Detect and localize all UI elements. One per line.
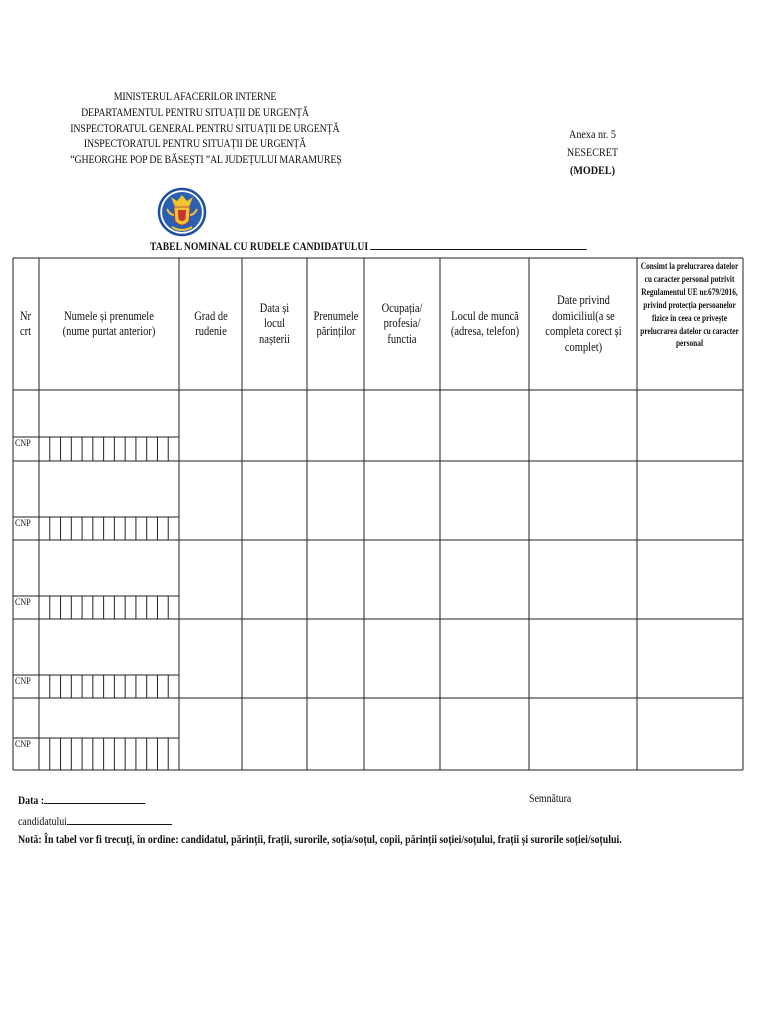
cnp-label-row-3: CNP	[15, 598, 31, 608]
model-label: (MODEL)	[570, 165, 615, 177]
col-header-nr: Nr crt	[19, 308, 32, 338]
cnp-label-row-2: CNP	[15, 519, 31, 529]
date-field	[18, 793, 146, 807]
header-line-4: INSPECTORATUL PENTRU SITUAȚII DE URGENȚĂ	[83, 138, 307, 151]
header-line-1: MINISTERUL AFACERILOR INTERNE	[113, 91, 277, 103]
table-title-text: TABEL NOMINAL CU RUDELE CANDIDATULUI	[150, 241, 369, 253]
col-header-work: Locul de muncă (adresa, telefon)	[450, 308, 520, 338]
header-line-3: INSPECTORATUL GENERAL PENTRU SITUAȚII DE URGENȚĂ	[70, 122, 340, 135]
signature-line[interactable]	[67, 814, 172, 825]
cnp-label-row-4: CNP	[15, 677, 31, 687]
col-header-degree: Grad de rudenie	[193, 308, 228, 338]
col-header-parents: Prenumele părinților	[313, 308, 359, 338]
cnp-label-row-5: CNP	[15, 740, 31, 750]
col-header-domicile: Date privind domiciliul(a se completa corect și complet)	[545, 293, 622, 354]
col-header-birth: Data și locul nașterii	[259, 300, 290, 346]
col-header-name: Numele și prenumele (nume purtat anterior)	[62, 308, 156, 338]
signature-label: Semnătura	[529, 793, 572, 805]
classification: NESECRET	[566, 147, 619, 159]
col-header-occupation: Ocupația/ profesia/ functia	[381, 300, 423, 346]
col-header-consent: Consimt la prelucrarea datelor cu caracter personal potrivit Regulamentul UE nr.679/2016, privind protecția persoanelor fizice în ceea ce privește prelucrarea datelor cu caracter personal	[640, 261, 739, 349]
header-line-2: DEPARTAMENTUL PENTRU SITUAȚII DE URGENȚĂ	[81, 106, 309, 119]
header-line-5: “GHEORGHE POP DE BĂSEȘTI ”AL JUDEȚULUI MARAMUREȘ	[70, 154, 342, 167]
candidate-signature-field	[18, 814, 172, 828]
cnp-label-row-1: CNP	[15, 439, 31, 449]
date-line[interactable]	[44, 793, 145, 804]
date-label: Data :	[18, 795, 45, 807]
annex-number: Anexa nr. 5	[569, 129, 616, 141]
footnote: Notă: În tabel vor fi trecuți, în ordine: candidatul, părinții, frații, surorile, soția/soțul, copii, părinții soției/soțului, frații și surorile soției/soțului.	[18, 834, 622, 846]
candidate-label: candidatului	[18, 816, 67, 828]
